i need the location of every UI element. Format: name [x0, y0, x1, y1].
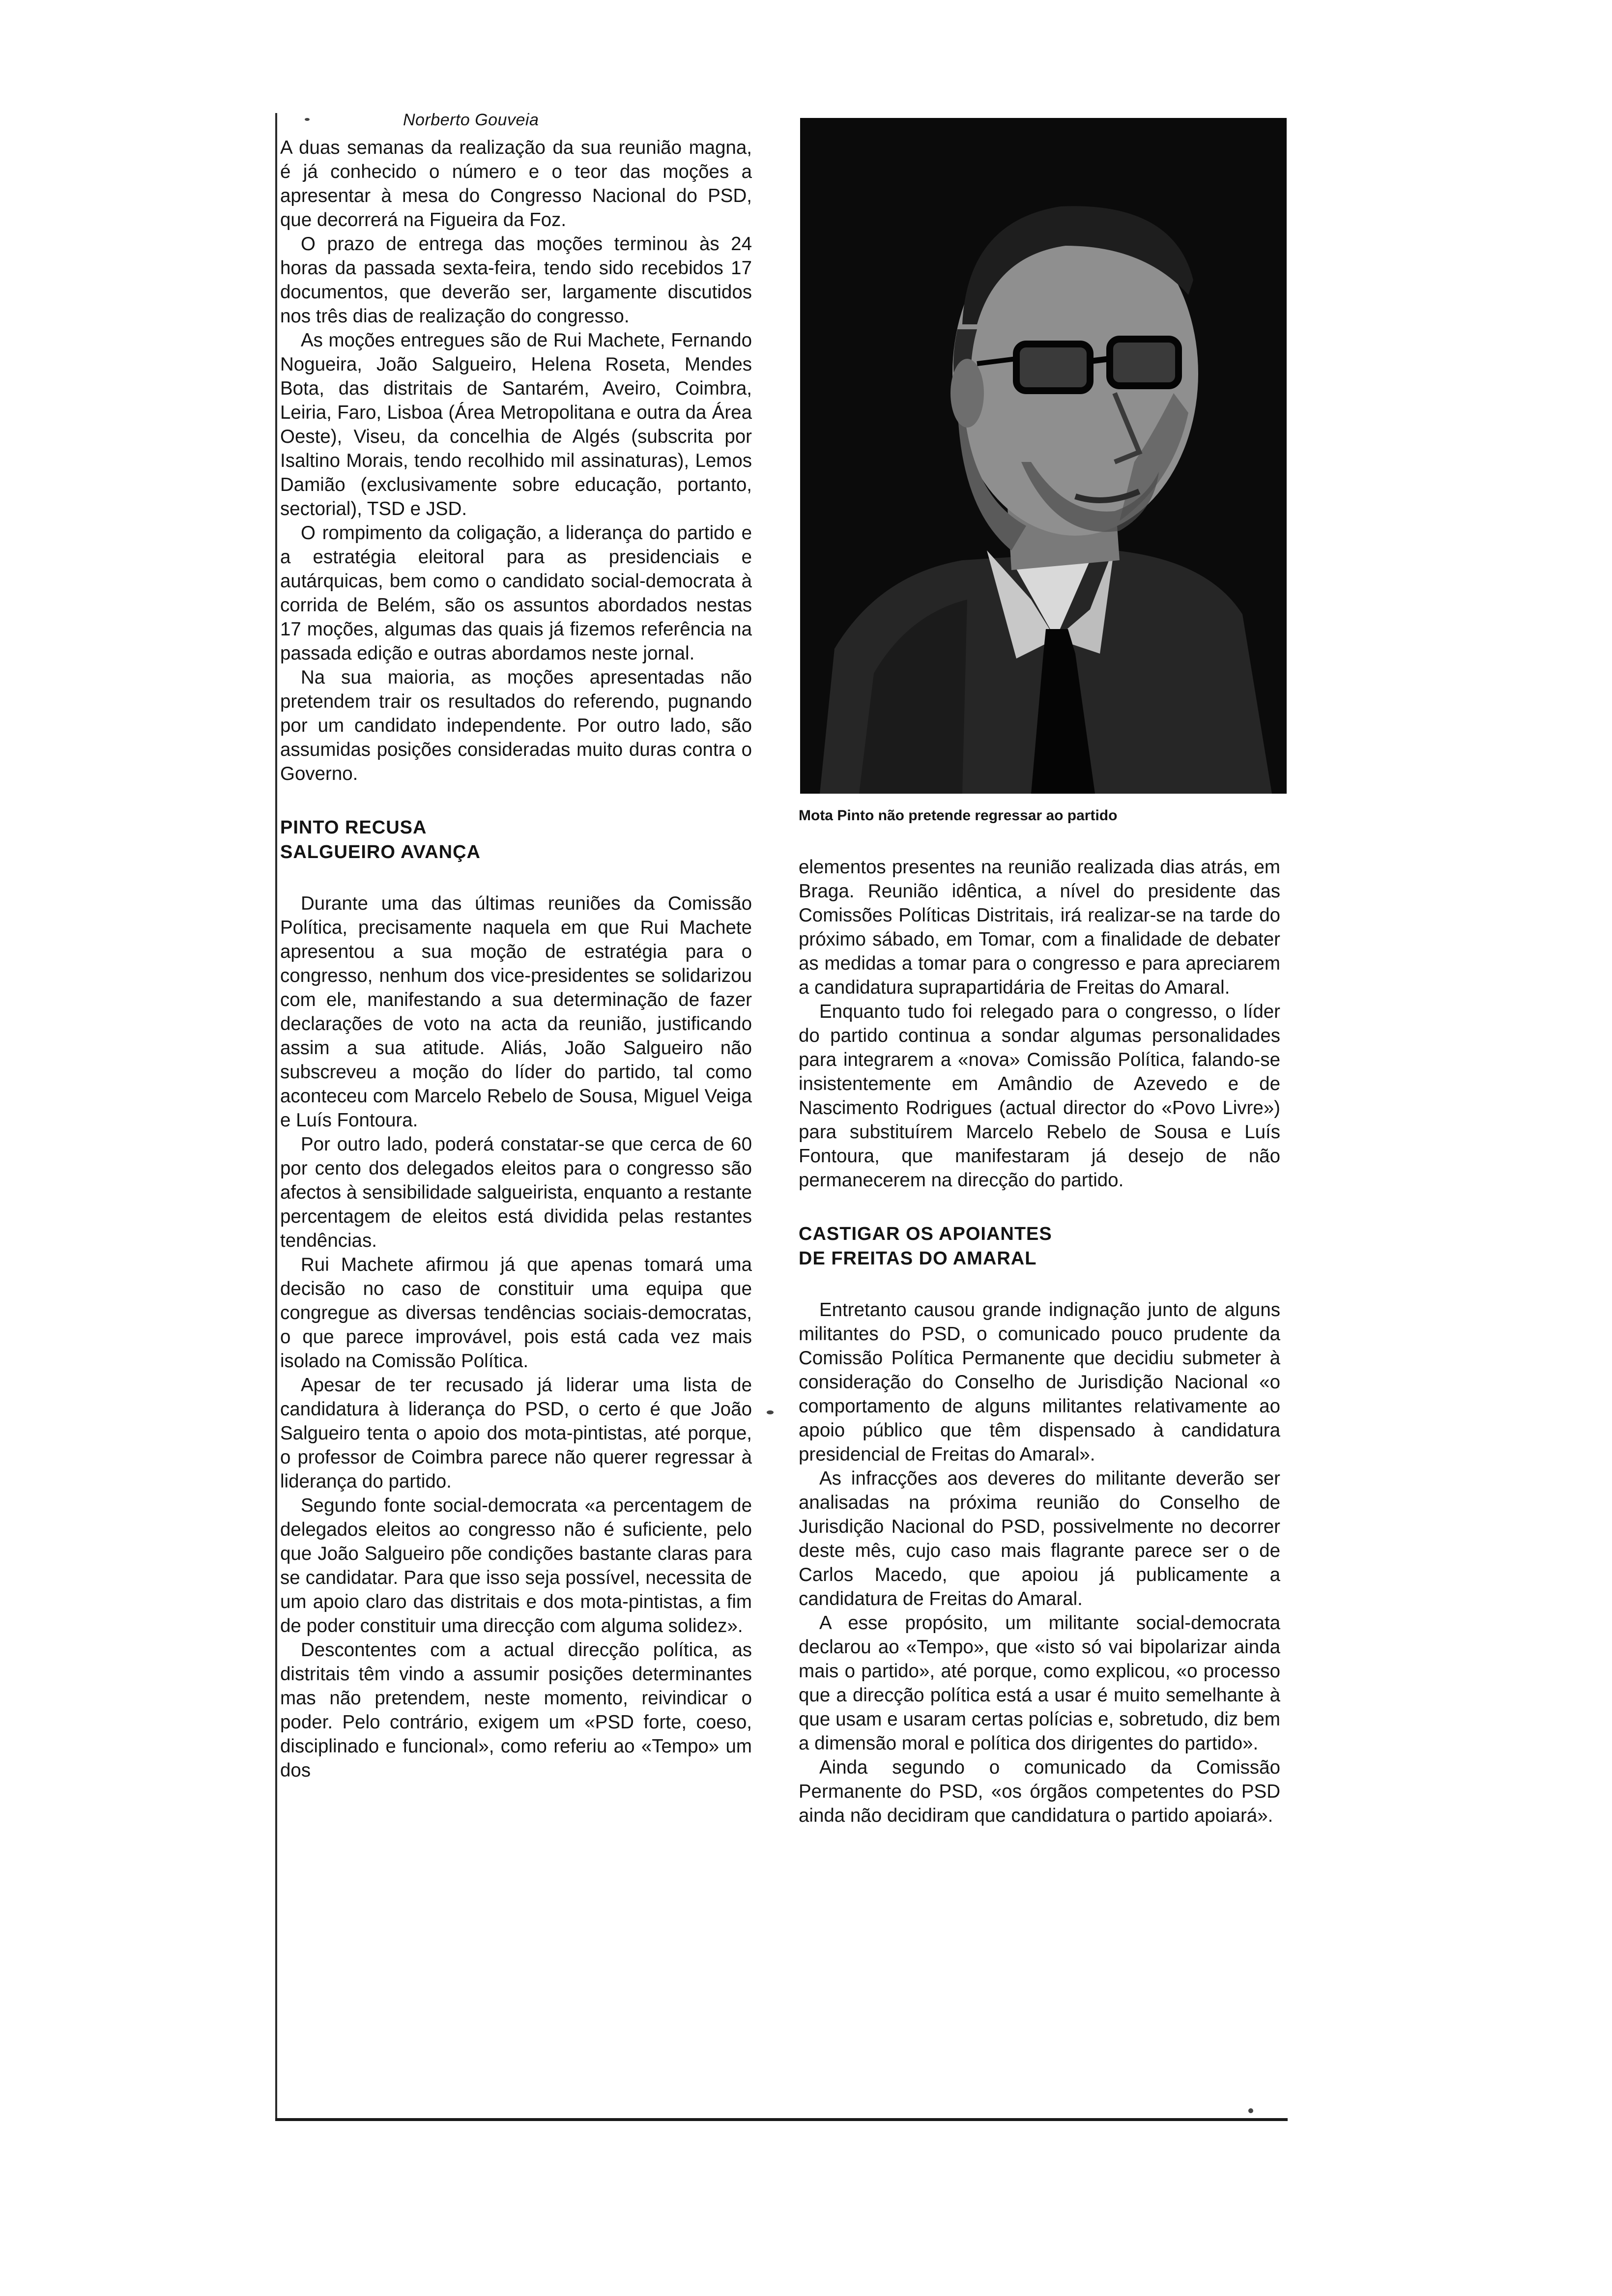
photo-caption: Mota Pinto não pretende regressar ao partido	[799, 807, 1118, 824]
paragraph: Enquanto tudo foi relegado para o congresso, o líder do partido continua a sondar algumas personalidades para integrarem a «nova» Comissão Política, falando-se insistentemente em Amândio de Azevedo e de Nascimento Rodrigues (actual director do «Povo Livre») para substituírem Marcelo Rebelo de Sousa e Luís Fontoura, que manifestaram já desejo de não permanecerem na direcção do partido.	[799, 1001, 1280, 1191]
paragraph: Durante uma das últimas reuniões da Comissão Política, precisamente naquela em que Rui Machete apresentou a sua moção de estratégia para o congresso, nenhum dos vice-presidentes se solidarizou com ele, manifestando a sua determinação de fazer declarações de voto na acta da reunião, justificando assim a sua atitude. Aliás, João Salgueiro não subscreveu a moção do líder do partido, tal como aconteceu com Marcelo Rebelo de Sousa, Miguel Veiga e Luís Fontoura.	[280, 893, 752, 1131]
paragraph: Rui Machete afirmou já que apenas tomará uma decisão no caso de constituir uma equipa que congregue as diversas tendências sociais-democratas, o que parece improvável, pois está cada vez mais isolado na Comissão Política.	[280, 1254, 752, 1372]
paragraph: Na sua maioria, as moções apresentadas não pretendem trair os resultados do referendo, pugnando por um candidato independente. Por outro lado, são assumidas posições consideradas muito duras contra o Governo.	[280, 667, 752, 784]
print-speck	[305, 118, 310, 121]
paragraph: A duas semanas da realização da sua reunião magna, é já conhecido o número e o teor das moções a apresentar à mesa do Congresso Nacional do PSD, que decorrerá na Figueira da Foz.	[280, 137, 752, 230]
section-heading-line: SALGUEIRO AVANÇA	[280, 842, 481, 862]
paragraph: elementos presentes na reunião realizada dias atrás, em Braga. Reunião idêntica, a nível do presidente das Comissões Políticas Distritais, irá realizar-se na tarde do próximo sábado, em Tomar, com a finalidade de debater as medidas a tomar para o congresso e para apreciarem a candidatura suprapartidária de Freitas do Amaral.	[799, 857, 1280, 998]
paragraph: Ainda segundo o comunicado da Comissão Permanente do PSD, «os órgãos competentes do PSD ainda não decidiram que candidatura o partido apoiará».	[799, 1757, 1280, 1826]
portrait-photo	[800, 118, 1287, 794]
print-speck	[1248, 2108, 1253, 2113]
portrait-illustration	[800, 118, 1287, 794]
paragraph: Segundo fonte social-democrata «a percentagem de delegados eleitos ao congresso não é suficiente, pelo que João Salgueiro põe condições bastante claras para se candidatar. Para que isso seja possível, necessita de um apoio claro das distritais e dos mota-pintistas, a fim de poder constituir uma direcção com alguma solidez».	[280, 1495, 752, 1636]
section-heading-line: PINTO RECUSA	[280, 817, 427, 838]
section-heading	[799, 1222, 1280, 1271]
paragraph: As infracções aos deveres do militante deverão ser analisadas na próxima reunião do Conselho de Jurisdição Nacional do PSD, possivelmente no decorrer deste mês, cujo caso mais flagrante parece ser o de Carlos Macedo, que apoiou já publicamente a candidatura de Freitas do Amaral.	[799, 1468, 1280, 1609]
paragraph: Apesar de ter recusado já liderar uma lista de candidatura à liderança do PSD, o certo é que João Salgueiro tenta o apoio dos mota-pintistas, até porque, o professor de Coimbra parece não querer regressar à liderança do partido.	[280, 1375, 752, 1492]
column-rule	[275, 113, 277, 2118]
left-column	[280, 111, 752, 1782]
right-column	[799, 855, 1280, 1828]
paragraph: Por outro lado, poderá constatar-se que cerca de 60 por cento dos delegados eleitos para o congresso são afectos à sensibilidade salgueirista, enquanto a restante percentagem de eleitos está dividida pelas restantes tendências.	[280, 1134, 752, 1251]
paragraph: As moções entregues são de Rui Machete, Fernando Nogueira, João Salgueiro, Helena Roseta, Mendes Bota, das distritais de Santarém, Aveiro, Coimbra, Leiria, Faro, Lisboa (Área Metropolitana e outra da Área Oeste), Viseu, da concelhia de Algés (subscrita por Isaltino Morais, tendo recolhido mil assinaturas), Lemos Damião (exclusivamente sobre educação, portanto, sectorial), TSD e JSD.	[280, 330, 752, 519]
paragraph: O prazo de entrega das moções terminou às 24 horas da passada sexta-feira, tendo sido recebidos 17 documentos, que deverão ser, largamente discutidos nos três dias de realização do congresso.	[280, 233, 752, 327]
print-speck	[767, 1410, 774, 1414]
paragraph: Entretanto causou grande indignação junto de alguns militantes do PSD, o comunicado pouco prudente da Comissão Política Permanente que decidiu submeter à consideração do Conselho de Jurisdição Nacional «o comportamento de alguns militantes relativamente ao apoio público que têm dispensado à candidatura presidencial de Freitas do Amaral».	[799, 1299, 1280, 1465]
paragraph: O rompimento da coligação, a liderança do partido e a estratégia eleitoral para as presidenciais e autárquicas, bem como o candidato social-democrata à corrida de Belém, são os assuntos abordados nestas 17 moções, algumas das quais já fizemos referência na passada edição e outras abordamos neste jornal.	[280, 522, 752, 664]
bottom-rule	[275, 2118, 1288, 2121]
section-heading-line: DE FREITAS DO AMARAL	[799, 1248, 1037, 1269]
section-heading-line: CASTIGAR OS APOIANTES	[799, 1224, 1052, 1244]
byline: Norberto Gouveia	[403, 111, 539, 129]
paragraph: A esse propósito, um militante social-democrata declarou ao «Tempo», que «isto só vai bipolarizar ainda mais o partido», até porque, como explicou, «o processo que a direcção política está a usar é muito semelhante à que usam e usaram certas polícias e, sobretudo, diz bem a dimensão moral e política dos dirigentes do partido».	[799, 1612, 1280, 1754]
paragraph: Descontentes com a actual direcção política, as distritais têm vindo a assumir posições determinantes mas não pretendem, neste momento, reivindicar o poder. Pelo contrário, exigem um «PSD forte, coeso, disciplinado e funcional», como referiu ao «Tempo» um dos	[280, 1639, 752, 1781]
section-heading	[280, 815, 752, 864]
